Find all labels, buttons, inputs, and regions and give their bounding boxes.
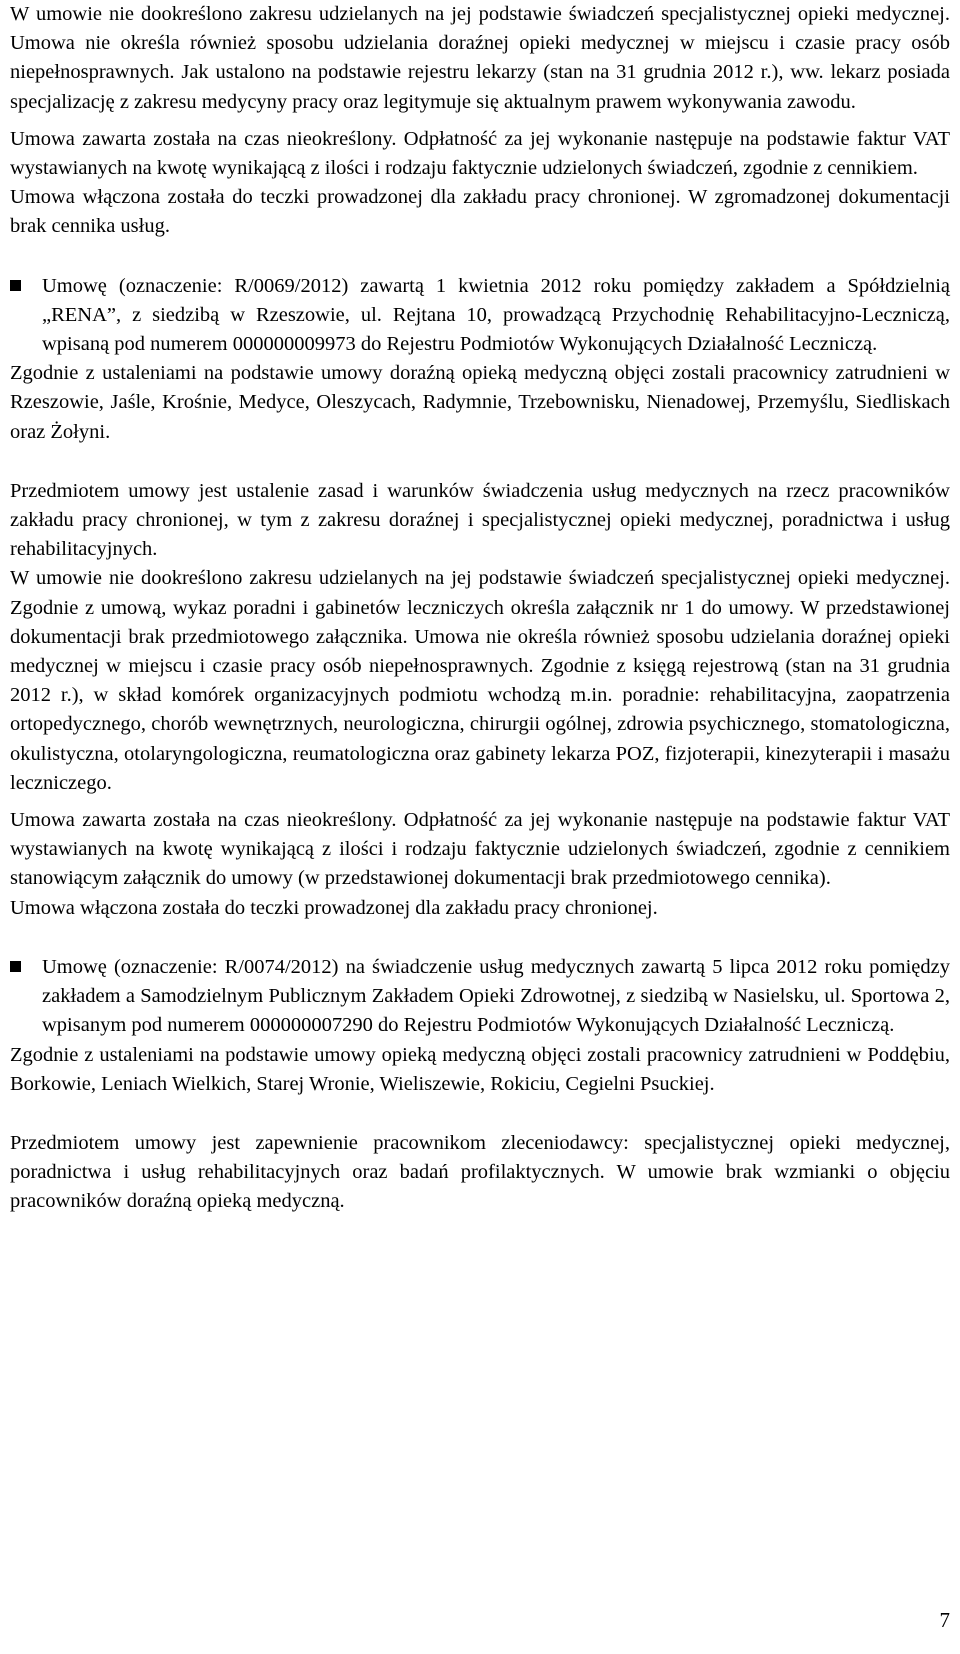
page-number: 7 (939, 1608, 950, 1632)
paragraph-contract-purpose: Przedmiotem umowy jest zapewnienie pracownikom zleceniodawcy: specjalistycznej opieki medycznej, poradnictwa i usług rehabilitacyjnych oraz badań profilaktycznych. W umowie brak wzmianki o objęciu pracowników doraźną opieką medyczną. (10, 1131, 950, 1213)
paragraph-scope-details: W umowie nie dookreślono zakresu udzielanych na jej podstawie świadczeń specjalistycznej opieki medycznej. Zgodnie z umową, wykaz poradni i gabinetów leczniczych określa załącznik nr 1 do umowy. W przedstawionej dokumentacji brak przedmiotowego załącznika. Umowa nie określa również sposobu udzielania doraźnej opieki medycznej w miejscu i czasie pracy osób niepełnosprawnych. Zgodnie z księgą rejestrową (stan na 31 grudnia 2012 r.), w skład komórek organizacyjnych podmiotu wchodzą m.in. poradnie: rehabilitacyjna, zaopatrzenia ortopedycznego, chorób wewnętrznych, neurologiczna, chirurgii ogólnej, zdrowia psychicznego, stomatologiczna, okulistyczna, otolaryngologiczna, reumatologiczna oraz gabinety lekarza POZ, fizjoterapii, kinezyterapii i masażu leczniczego. (10, 567, 950, 794)
paragraph-contract-subject: Przedmiotem umowy jest ustalenie zasad i warunków świadczenia usług medycznych na rzecz pracowników zakładu pracy chronionej, w tym z zakresu doraźnej i specjalistycznej opieki medycznej, poradnictwa i usług rehabilitacyjnych. (10, 479, 950, 561)
bullet-item-nasielsk-contract (10, 953, 950, 1041)
paragraph-contract-term: Umowa zawarta została na czas nieokreślony. Odpłatność za jej wykonanie następuje na podstawie faktur VAT wystawianych na kwotę wynikającą z ilości i rodzaju faktycznie udzielonych świadczeń, zgodnie z cennikiem. (10, 127, 950, 180)
paragraph-contract-folder: Umowa włączona została do teczki prowadzonej dla zakładu pracy chronionej. W zgromadzonej dokumentacji brak cennika usług. (10, 186, 950, 238)
paragraph-covered-employees: Zgodnie z ustaleniami na podstawie umowy doraźną opieką medyczną objęci zostali pracownicy zatrudnieni w Rzeszowie, Jaśle, Krośnie, Medyce, Oleszycach, Radymnie, Trzebownisku, Nienadowej, Przemyślu, Siedliskach oraz Żołyni. (10, 362, 950, 443)
bullet-item-rena-contract (10, 272, 950, 360)
square-bullet-icon (10, 961, 21, 972)
document-page (10, 0, 950, 1217)
square-bullet-icon (10, 280, 21, 291)
paragraph-covered-locations: Zgodnie z ustaleniami na podstawie umowy opieką medyczną objęci zostali pracownicy zatrudnieni w Poddębiu, Borkowie, Leniach Wielkich, Starej Wronie, Wieliszewie, Rokiciu, Cegielni Psuckiej. (10, 1043, 950, 1095)
bullet-text: Umowę (oznaczenie: R/0069/2012) zawartą 1 kwietnia 2012 roku pomiędzy zakładem a Spółdzielnią „RENA”, z siedzibą w Rzeszowie, ul. Rejtana 10, prowadzącą Przychodnię Rehabilitacyjno-Leczniczą, wpisaną pod numerem 000000009973 do Rejestru Podmiotów Wykonujących Działalność Leczniczą. (42, 274, 950, 356)
paragraph-payment-terms: Umowa zawarta została na czas nieokreślony. Odpłatność za jej wykonanie następuje na podstawie faktur VAT wystawianych na kwotę wynikającą z ilości i rodzaju faktycznie udzielonych świadczeń, zgodnie z cennikiem stanowiącym załącznik do umowy (w przedstawionej dokumentacji brak przedmiotowego cennika). (10, 809, 950, 890)
paragraph-scope-not-defined: W umowie nie dookreślono zakresu udzielanych na jej podstawie świadczeń specjalistycznej opieki medycznej. Umowa nie określa również sposobu udzielania doraźnej opieki medycznej w miejscu i czasie pracy osób niepełnosprawnych. Jak ustalono na podstawie rejestru lekarzy (stan na 31 grudnia 2012 r.), ww. lekarz posiada specjalizację z zakresu medycyny pracy oraz legitymuje się aktualnym prawem wykonywania zawodu. (10, 3, 950, 113)
paragraph-folder-note: Umowa włączona została do teczki prowadzonej dla zakładu pracy chronionej. (10, 896, 658, 919)
bullet-text: Umowę (oznaczenie: R/0074/2012) na świadczenie usług medycznych zawartą 5 lipca 2012 roku pomiędzy zakładem a Samodzielnym Publicznym Zakładem Opieki Zdrowotnej, z siedzibą w Nasielsku, ul. Sportowa 2, wpisanym pod numerem 000000007290 do Rejestru Podmiotów Wykonujących Działalność Leczniczą. (42, 955, 950, 1037)
